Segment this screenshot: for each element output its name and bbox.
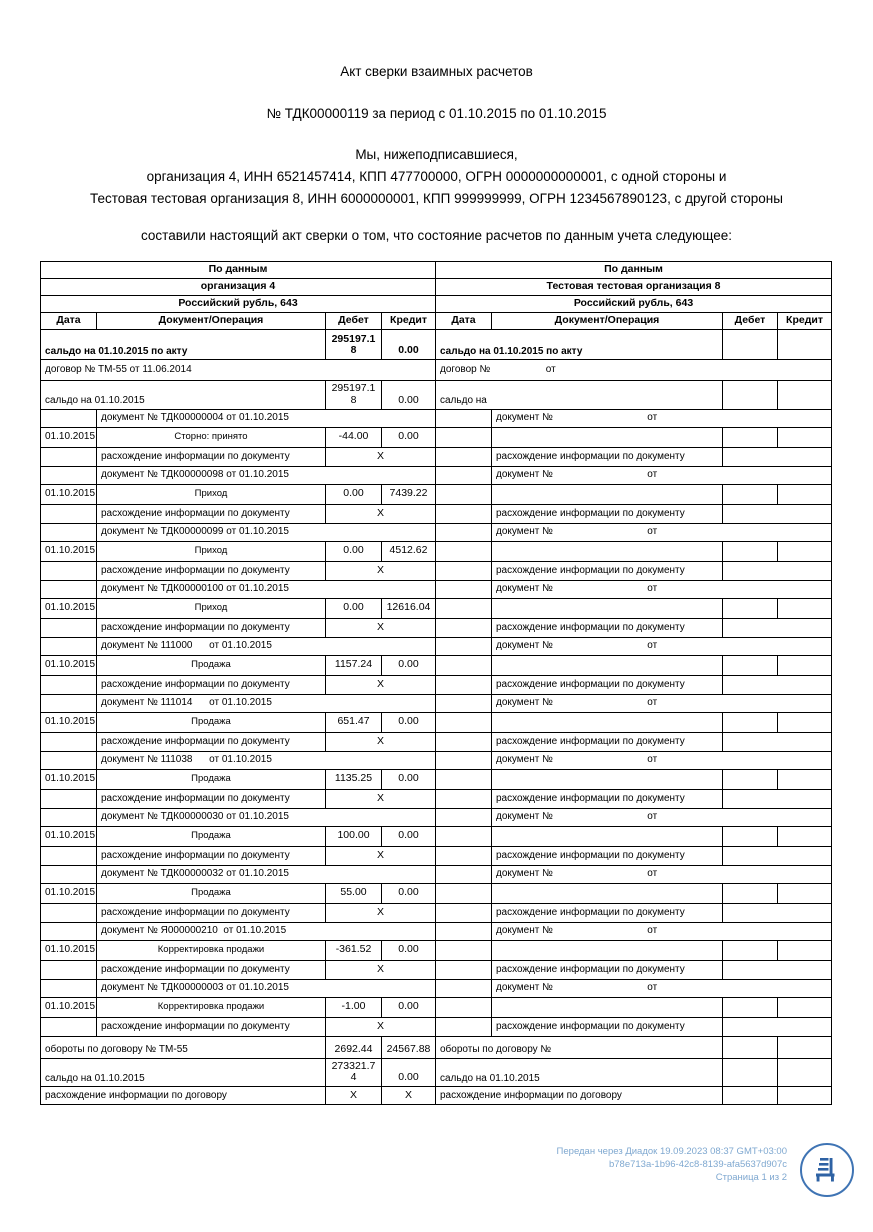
cell-debit: 295197.18 (326, 330, 382, 360)
cell-label: расхождение информации по документу (492, 732, 723, 751)
right-data-source-header: По данным (436, 262, 832, 279)
cell-date: 01.10.2015 (41, 712, 97, 732)
cell-operation: Продажа (97, 712, 326, 732)
table-row (41, 541, 832, 561)
cell-label: расхождение информации по документу (97, 504, 326, 523)
reconciliation-table (40, 261, 832, 1105)
cell-label: документ № ТДК00000099 от 01.10.2015 (97, 523, 436, 541)
cell-debit: 295197.18 (326, 381, 382, 410)
discrepancy-mark (723, 960, 832, 979)
cell-operation: Корректировка продажи (97, 997, 326, 1017)
table-row (41, 1087, 832, 1105)
cell-debit (723, 1036, 778, 1058)
party-two-line: Тестовая тестовая организация 8, ИНН 6000000001, КПП 999999999, ОГРН 1234567890123, с другой стороны (90, 191, 783, 206)
cell-label: расхождение информации по документу (492, 504, 723, 523)
cell-label: расхождение информации по документу (492, 675, 723, 694)
cell-credit: 0.00 (382, 1058, 436, 1087)
cell-date (41, 580, 97, 598)
cell-debit: 1135.25 (326, 769, 382, 789)
table-row (41, 427, 832, 447)
discrepancy-mark: X (326, 960, 436, 979)
table-row (41, 960, 832, 979)
cell-label: документ № от (492, 808, 832, 826)
cell-credit (778, 427, 832, 447)
left-data-source-header: По данным (41, 262, 436, 279)
cell-date (436, 712, 492, 732)
cell-label: расхождение информации по документу (97, 561, 326, 580)
cell-label: документ № от (492, 979, 832, 997)
cell-date (436, 523, 492, 541)
left-org-name: организация 4 (41, 279, 436, 296)
cell-operation: Корректировка продажи (97, 940, 326, 960)
cell-label: документ № 111014 от 01.10.2015 (97, 694, 436, 712)
cell-credit (778, 826, 832, 846)
diadoc-logo-icon (800, 1143, 854, 1197)
discrepancy-mark: X (326, 1017, 436, 1036)
cell-date (41, 466, 97, 484)
cell-date: 01.10.2015 (41, 769, 97, 789)
table-row (41, 769, 832, 789)
discrepancy-mark: X (326, 846, 436, 865)
table-row (41, 484, 832, 504)
cell-debit: 0.00 (326, 484, 382, 504)
cell-label: документ № от (492, 523, 832, 541)
cell-credit: 0.00 (382, 826, 436, 846)
table-row (41, 846, 832, 865)
cell-date (436, 903, 492, 922)
table-row (41, 1036, 832, 1058)
discrepancy-mark (723, 789, 832, 808)
cell-label: документ № от (492, 409, 832, 427)
cell-operation (492, 769, 723, 789)
table-row (41, 732, 832, 751)
table-row (41, 922, 832, 940)
party-one-line: организация 4, ИНН 6521457414, КПП 477700000, ОГРН 0000000000001, с одной стороны и (146, 169, 727, 184)
cell-credit: 0.00 (382, 655, 436, 675)
discrepancy-mark: X (326, 903, 436, 922)
cell-credit: 7439.22 (382, 484, 436, 504)
cell-label: документ № ТДК00000032 от 01.10.2015 (97, 865, 436, 883)
cell-credit: 0.00 (382, 997, 436, 1017)
cell-date: 01.10.2015 (41, 826, 97, 846)
cell-date (436, 466, 492, 484)
page-indicator: Страница 1 из 2 (715, 1172, 787, 1183)
cell-date (41, 903, 97, 922)
discrepancy-mark (778, 1087, 832, 1105)
cell-date (436, 826, 492, 846)
discrepancy-mark (723, 675, 832, 694)
cell-label: документ № ТДК00000098 от 01.10.2015 (97, 466, 436, 484)
discrepancy-mark: X (326, 504, 436, 523)
cell-operation (492, 940, 723, 960)
cell-date (436, 447, 492, 466)
cell-date (436, 846, 492, 865)
cell-date (41, 504, 97, 523)
discrepancy-mark (723, 1087, 778, 1105)
cell-label: расхождение информации по документу (492, 903, 723, 922)
cell-operation (492, 655, 723, 675)
cell-date: 01.10.2015 (41, 427, 97, 447)
cell-debit (723, 541, 778, 561)
cell-date (436, 561, 492, 580)
cell-operation: Приход (97, 484, 326, 504)
cell-operation: Продажа (97, 655, 326, 675)
cell-date: 01.10.2015 (41, 883, 97, 903)
left-col-header-debit: Дебет (326, 313, 382, 330)
cell-date (436, 865, 492, 883)
cell-operation: Продажа (97, 883, 326, 903)
cell-label: документ № ТДК00000003 от 01.10.2015 (97, 979, 436, 997)
cell-label: расхождение информации по документу (97, 1017, 326, 1036)
cell-credit (778, 655, 832, 675)
cell-debit (723, 1058, 778, 1087)
cell-operation: Приход (97, 541, 326, 561)
cell-label: расхождение информации по документу (492, 846, 723, 865)
table-row (41, 940, 832, 960)
cell-operation (492, 541, 723, 561)
table-row (41, 751, 832, 769)
table-row (41, 279, 832, 296)
table-row (41, 808, 832, 826)
cell-credit (778, 997, 832, 1017)
cell-label: расхождение информации по документу (492, 561, 723, 580)
table-row (41, 523, 832, 541)
cell-credit: 0.00 (382, 381, 436, 410)
cell-label: расхождение информации по документу (492, 447, 723, 466)
cell-credit (778, 1058, 832, 1087)
cell-credit (778, 1036, 832, 1058)
cell-credit: 0.00 (382, 427, 436, 447)
cell-label: сальдо на 01.10.2015 по акту (436, 330, 723, 360)
cell-date (41, 447, 97, 466)
discrepancy-mark: X (326, 561, 436, 580)
table-row (41, 466, 832, 484)
cell-date (41, 922, 97, 940)
cell-date: 01.10.2015 (41, 598, 97, 618)
cell-label: сальдо на 01.10.2015 по акту (41, 330, 326, 360)
cell-date (436, 484, 492, 504)
cell-date (436, 618, 492, 637)
cell-debit: 273321.74 (326, 1058, 382, 1087)
left-currency: Российский рубль, 643 (41, 296, 436, 313)
cell-label: расхождение информации по документу (97, 447, 326, 466)
cell-label: сальдо на 01.10.2015 (436, 1058, 723, 1087)
cell-operation (492, 598, 723, 618)
cell-debit (723, 940, 778, 960)
cell-date (41, 732, 97, 751)
discrepancy-mark (723, 732, 832, 751)
cell-label: документ № от (492, 865, 832, 883)
cell-debit: -361.52 (326, 940, 382, 960)
transfer-info: Передан через Диадок 19.09.2023 08:37 GMT+03:00 (556, 1146, 787, 1157)
cell-credit (778, 330, 832, 360)
cell-label: документ № 111038 от 01.10.2015 (97, 751, 436, 769)
cell-date (41, 637, 97, 655)
cell-date (436, 580, 492, 598)
table-row (41, 409, 832, 427)
table-row (41, 694, 832, 712)
cell-debit (723, 826, 778, 846)
cell-credit (778, 484, 832, 504)
discrepancy-mark (723, 561, 832, 580)
table-row (41, 447, 832, 466)
right-col-header-document-operation: Документ/Операция (492, 313, 723, 330)
cell-debit: 0.00 (326, 541, 382, 561)
cell-label: договор № ТМ-55 от 11.06.2014 (41, 360, 436, 381)
cell-date (41, 808, 97, 826)
cell-operation (492, 484, 723, 504)
cell-operation: Сторно: принято (97, 427, 326, 447)
cell-label: расхождение информации по документу (492, 789, 723, 808)
document-uuid: b78e713a-1b96-42c8-8139-afa5637d907c (608, 1159, 787, 1170)
cell-date (436, 979, 492, 997)
cell-credit: 0.00 (382, 330, 436, 360)
cell-date: 01.10.2015 (41, 541, 97, 561)
cell-debit: 55.00 (326, 883, 382, 903)
cell-label: расхождение информации по документу (97, 732, 326, 751)
cell-date (436, 940, 492, 960)
cell-debit (723, 769, 778, 789)
cell-credit: 0.00 (382, 883, 436, 903)
cell-credit: 4512.62 (382, 541, 436, 561)
cell-date: 01.10.2015 (41, 997, 97, 1017)
right-col-header-debit: Дебет (723, 313, 778, 330)
cell-date (41, 1017, 97, 1036)
discrepancy-mark: X (326, 1087, 382, 1105)
cell-label: расхождение информации по документу (492, 960, 723, 979)
table-row (41, 789, 832, 808)
table-row (41, 826, 832, 846)
cell-date (41, 523, 97, 541)
right-currency: Российский рубль, 643 (436, 296, 832, 313)
cell-label: документ № Я000000210 от 01.10.2015 (97, 922, 436, 940)
cell-date (41, 960, 97, 979)
cell-label: документ № 111000 от 01.10.2015 (97, 637, 436, 655)
table-row (41, 997, 832, 1017)
cell-debit (723, 883, 778, 903)
cell-date (436, 997, 492, 1017)
cell-label: документ № ТДК00000100 от 01.10.2015 (97, 580, 436, 598)
table-row (41, 561, 832, 580)
table-row (41, 655, 832, 675)
cell-date (436, 694, 492, 712)
cell-label: документ № от (492, 751, 832, 769)
table-row (41, 865, 832, 883)
cell-label: документ № от (492, 466, 832, 484)
cell-debit (723, 381, 778, 410)
cell-credit: 0.00 (382, 940, 436, 960)
cell-date (436, 808, 492, 826)
discrepancy-mark: X (326, 618, 436, 637)
cell-date (436, 655, 492, 675)
cell-date (436, 598, 492, 618)
table-row (41, 296, 832, 313)
page-title: Акт сверки взаимных расчетов (340, 64, 533, 79)
cell-date: 01.10.2015 (41, 940, 97, 960)
cell-date (41, 789, 97, 808)
cell-label: документ № ТДК00000004 от 01.10.2015 (97, 409, 436, 427)
cell-credit (778, 541, 832, 561)
cell-credit: 24567.88 (382, 1036, 436, 1058)
cell-operation (492, 826, 723, 846)
table-row (41, 313, 832, 330)
table-row (41, 883, 832, 903)
table-row (41, 675, 832, 694)
cell-debit: -1.00 (326, 997, 382, 1017)
cell-date (41, 561, 97, 580)
cell-label: документ № от (492, 922, 832, 940)
cell-label: расхождение информации по документу (97, 903, 326, 922)
intro-line: Мы, нижеподписавшиеся, (355, 147, 518, 162)
table-row (41, 712, 832, 732)
cell-date (41, 675, 97, 694)
cell-operation: Приход (97, 598, 326, 618)
cell-date (436, 751, 492, 769)
cell-label: расхождение информации по документу (97, 789, 326, 808)
cell-debit (723, 598, 778, 618)
cell-date (436, 1017, 492, 1036)
cell-date (41, 751, 97, 769)
cell-date: 01.10.2015 (41, 484, 97, 504)
cell-label: сальдо на (436, 381, 723, 410)
table-row (41, 504, 832, 523)
cell-date (436, 732, 492, 751)
cell-date (436, 789, 492, 808)
cell-label: расхождение информации по документу (97, 846, 326, 865)
table-row (41, 598, 832, 618)
cell-label: документ № от (492, 637, 832, 655)
cell-label: документ № от (492, 580, 832, 598)
cell-debit (723, 655, 778, 675)
cell-date (436, 883, 492, 903)
cell-date (436, 504, 492, 523)
cell-operation: Продажа (97, 826, 326, 846)
table-row (41, 618, 832, 637)
cell-date (41, 979, 97, 997)
table-row (41, 262, 832, 279)
discrepancy-mark (723, 1017, 832, 1036)
cell-label: расхождение информации по документу (492, 618, 723, 637)
cell-debit: 651.47 (326, 712, 382, 732)
cell-operation (492, 427, 723, 447)
cell-date (436, 541, 492, 561)
cell-date: 01.10.2015 (41, 655, 97, 675)
right-col-header-credit: Кредит (778, 313, 832, 330)
cell-date (41, 409, 97, 427)
left-col-header-credit: Кредит (382, 313, 436, 330)
discrepancy-mark (723, 618, 832, 637)
discrepancy-mark: X (382, 1087, 436, 1105)
cell-credit: 12616.04 (382, 598, 436, 618)
cell-date (436, 637, 492, 655)
table-row (41, 580, 832, 598)
cell-debit (723, 997, 778, 1017)
cell-date (436, 960, 492, 979)
cell-label: сальдо на 01.10.2015 (41, 381, 326, 410)
cell-label: расхождение информации по документу (97, 960, 326, 979)
cell-date (436, 922, 492, 940)
cell-label: расхождение информации по документу (97, 618, 326, 637)
cell-label: расхождение информации по документу (492, 1017, 723, 1036)
cell-date (436, 769, 492, 789)
cell-operation (492, 712, 723, 732)
table-row (41, 1058, 832, 1087)
table-row (41, 381, 832, 410)
cell-credit (778, 940, 832, 960)
cell-debit: 1157.24 (326, 655, 382, 675)
cell-debit (723, 427, 778, 447)
discrepancy-mark: X (326, 447, 436, 466)
discrepancy-mark (723, 504, 832, 523)
table-row (41, 637, 832, 655)
discrepancy-mark: X (326, 732, 436, 751)
cell-credit (778, 712, 832, 732)
cell-credit (778, 769, 832, 789)
cell-date (41, 865, 97, 883)
table-row (41, 979, 832, 997)
statement-line: составили настоящий акт сверки о том, что состояние расчетов по данным учета следующее: (141, 228, 732, 243)
discrepancy-mark: X (326, 789, 436, 808)
cell-operation (492, 997, 723, 1017)
cell-credit (778, 598, 832, 618)
cell-label: документ № ТДК00000030 от 01.10.2015 (97, 808, 436, 826)
left-col-header-document-operation: Документ/Операция (97, 313, 326, 330)
table-row (41, 1017, 832, 1036)
left-col-header-date: Дата (41, 313, 97, 330)
cell-date (41, 694, 97, 712)
discrepancy-mark (723, 447, 832, 466)
table-row (41, 903, 832, 922)
table-row (41, 360, 832, 381)
cell-operation (492, 883, 723, 903)
cell-debit: 2692.44 (326, 1036, 382, 1058)
cell-label: сальдо на 01.10.2015 (41, 1058, 326, 1087)
cell-label: расхождение информации по договору (41, 1087, 326, 1105)
cell-date (41, 846, 97, 865)
cell-label: обороты по договору № ТМ-55 (41, 1036, 326, 1058)
cell-debit: 100.00 (326, 826, 382, 846)
discrepancy-mark (723, 846, 832, 865)
cell-debit (723, 484, 778, 504)
cell-credit (778, 883, 832, 903)
cell-label: обороты по договору № (436, 1036, 723, 1058)
cell-date (436, 409, 492, 427)
cell-label: расхождение информации по договору (436, 1087, 723, 1105)
cell-label: договор № от (436, 360, 832, 381)
cell-debit: 0.00 (326, 598, 382, 618)
cell-operation: Продажа (97, 769, 326, 789)
cell-label: документ № от (492, 694, 832, 712)
document-number-period: № ТДК00000119 за период с 01.10.2015 по 01.10.2015 (266, 106, 607, 121)
cell-date (436, 675, 492, 694)
discrepancy-mark (723, 903, 832, 922)
cell-date (41, 618, 97, 637)
cell-credit: 0.00 (382, 769, 436, 789)
cell-credit (778, 381, 832, 410)
right-org-name: Тестовая тестовая организация 8 (436, 279, 832, 296)
cell-label: расхождение информации по документу (97, 675, 326, 694)
cell-date (436, 427, 492, 447)
cell-debit: -44.00 (326, 427, 382, 447)
table-row (41, 330, 832, 360)
diadoc-footer (557, 1145, 854, 1197)
cell-credit: 0.00 (382, 712, 436, 732)
cell-debit (723, 712, 778, 732)
discrepancy-mark: X (326, 675, 436, 694)
cell-debit (723, 330, 778, 360)
right-col-header-date: Дата (436, 313, 492, 330)
